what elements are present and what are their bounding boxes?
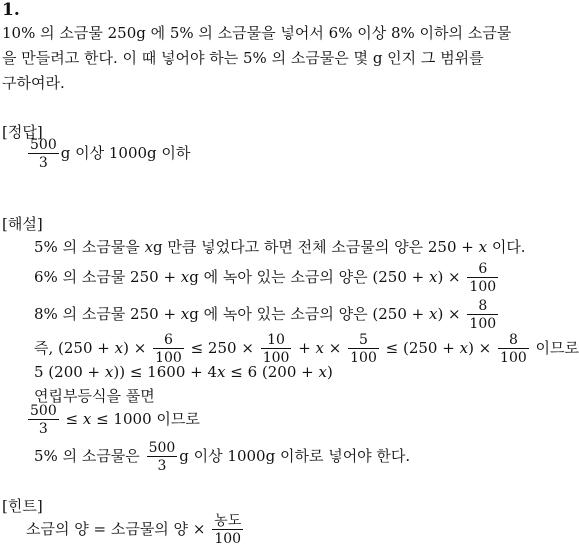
variable-x: x bbox=[144, 238, 154, 256]
fraction-denominator: 100 bbox=[500, 350, 527, 366]
variable-x: x bbox=[104, 363, 114, 381]
step-text: × bbox=[324, 339, 342, 357]
fraction-denominator: 100 bbox=[214, 531, 242, 547]
fraction bbox=[153, 333, 184, 365]
step-text: 이다. bbox=[487, 238, 526, 256]
fraction-denominator: 100 bbox=[262, 350, 290, 366]
fraction bbox=[147, 441, 178, 473]
problem-number: 1. bbox=[2, 0, 20, 20]
step-text: 6% 의 소금물 250 + bbox=[34, 268, 181, 286]
fraction-numerator: 500 bbox=[148, 440, 176, 456]
step-text: g 이상 1000g 이하로 넣어야 한다. bbox=[179, 447, 411, 465]
step-text: g 에 녹아 있는 소금의 양은 (250 + bbox=[189, 268, 429, 286]
step-text: ) × bbox=[123, 339, 147, 357]
solution-step-7 bbox=[26, 404, 200, 436]
step-text: ) × bbox=[437, 305, 461, 323]
fraction bbox=[28, 404, 59, 436]
fraction-numerator: 8 bbox=[498, 333, 529, 349]
step-text: g 만큼 넣었다고 하면 전체 소금물의 양은 250 + bbox=[153, 238, 479, 256]
variable-x: x bbox=[478, 238, 488, 256]
variable-x: x bbox=[428, 268, 438, 286]
step-text: g 에 녹아 있는 소금의 양은 (250 + bbox=[189, 305, 429, 323]
answer-fraction bbox=[28, 138, 59, 170]
fraction bbox=[467, 299, 498, 331]
fraction-denominator: 100 bbox=[350, 350, 377, 366]
fraction-numerator: 6 bbox=[153, 333, 184, 349]
step-text: ≤ 250 × bbox=[190, 339, 254, 357]
step-text: )) ≤ 1600 + 4 bbox=[113, 363, 218, 381]
step-text: ) × bbox=[468, 339, 492, 357]
fraction-numerator: 농도 bbox=[214, 513, 242, 529]
fraction-numerator: 500 bbox=[30, 403, 57, 419]
fraction bbox=[348, 333, 379, 365]
step-text: ) × bbox=[437, 268, 461, 286]
fraction bbox=[212, 514, 243, 546]
variable-x: x bbox=[428, 305, 438, 323]
problem-statement bbox=[2, 21, 562, 96]
step-text: 즉, (250 + bbox=[34, 339, 115, 357]
step-text: ) bbox=[326, 363, 333, 381]
variable-x: x bbox=[180, 268, 190, 286]
variable-x: x bbox=[114, 339, 124, 357]
problem-line-1: 10% 의 소금물 250g 에 5% 의 소금물을 넣어서 6% 이상 8% 이하의 소금물 bbox=[2, 24, 512, 42]
solution-step-8 bbox=[34, 441, 410, 473]
step-text: ≤ 1000 이므로 bbox=[91, 410, 200, 428]
solution-step-3 bbox=[34, 299, 500, 331]
fraction-numerator: 10 bbox=[261, 333, 292, 349]
solution-step-6: 연립부등식을 풀면 bbox=[34, 387, 155, 405]
step-text: + bbox=[298, 339, 316, 357]
fraction bbox=[261, 333, 292, 365]
solution-step-4 bbox=[34, 333, 579, 365]
solution-label: [해설] bbox=[2, 215, 43, 233]
step-text: 8% 의 소금물 250 + bbox=[34, 305, 181, 323]
hint-label: [힌트] bbox=[2, 497, 43, 515]
fraction-denominator: 100 bbox=[155, 350, 182, 366]
fraction-denominator: 100 bbox=[469, 279, 497, 295]
problem-line-2: 을 만들려고 한다. 이 때 넣어야 하는 5% 의 소금물은 몇 g 인지 그 범위를 bbox=[2, 49, 484, 67]
answer-value bbox=[26, 138, 190, 170]
variable-x: x bbox=[217, 363, 226, 381]
step-text: 5% 의 소금물을 bbox=[34, 238, 145, 256]
fraction-numerator: 5 bbox=[348, 333, 379, 349]
variable-x: x bbox=[315, 339, 325, 357]
fraction-numerator: 8 bbox=[467, 299, 498, 315]
fraction-numerator: 6 bbox=[467, 262, 498, 278]
variable-x: x bbox=[82, 410, 92, 428]
answer-text: g 이상 1000g 이하 bbox=[60, 144, 191, 162]
fraction-denominator: 3 bbox=[157, 458, 167, 474]
fraction-denominator: 3 bbox=[38, 421, 48, 437]
hint-text: 소금의 양 = 소금물의 양 × bbox=[26, 520, 206, 538]
step-text: ≤ (250 + bbox=[385, 339, 460, 357]
hint-formula bbox=[26, 514, 245, 546]
solution-step-1 bbox=[34, 238, 526, 256]
step-text: 이므로 bbox=[530, 339, 579, 357]
fraction-denominator: 100 bbox=[469, 316, 497, 332]
variable-x: x bbox=[459, 339, 469, 357]
solution-step-5 bbox=[34, 363, 333, 381]
answer-label: [정답] bbox=[2, 123, 43, 141]
answer-fraction-numerator: 500 bbox=[30, 137, 57, 153]
step-text: 5 (200 + bbox=[34, 363, 105, 381]
variable-x: x bbox=[180, 305, 190, 323]
step-text: ≤ 6 (200 + bbox=[225, 363, 319, 381]
variable-x: x bbox=[318, 363, 327, 381]
step-text: ≤ bbox=[65, 410, 83, 428]
solution-step-2 bbox=[34, 262, 500, 294]
fraction bbox=[467, 262, 498, 294]
fraction bbox=[498, 333, 529, 365]
step-text: 5% 의 소금물은 bbox=[34, 447, 145, 465]
problem-line-3: 구하여라. bbox=[2, 74, 65, 92]
answer-fraction-denominator: 3 bbox=[38, 155, 48, 171]
